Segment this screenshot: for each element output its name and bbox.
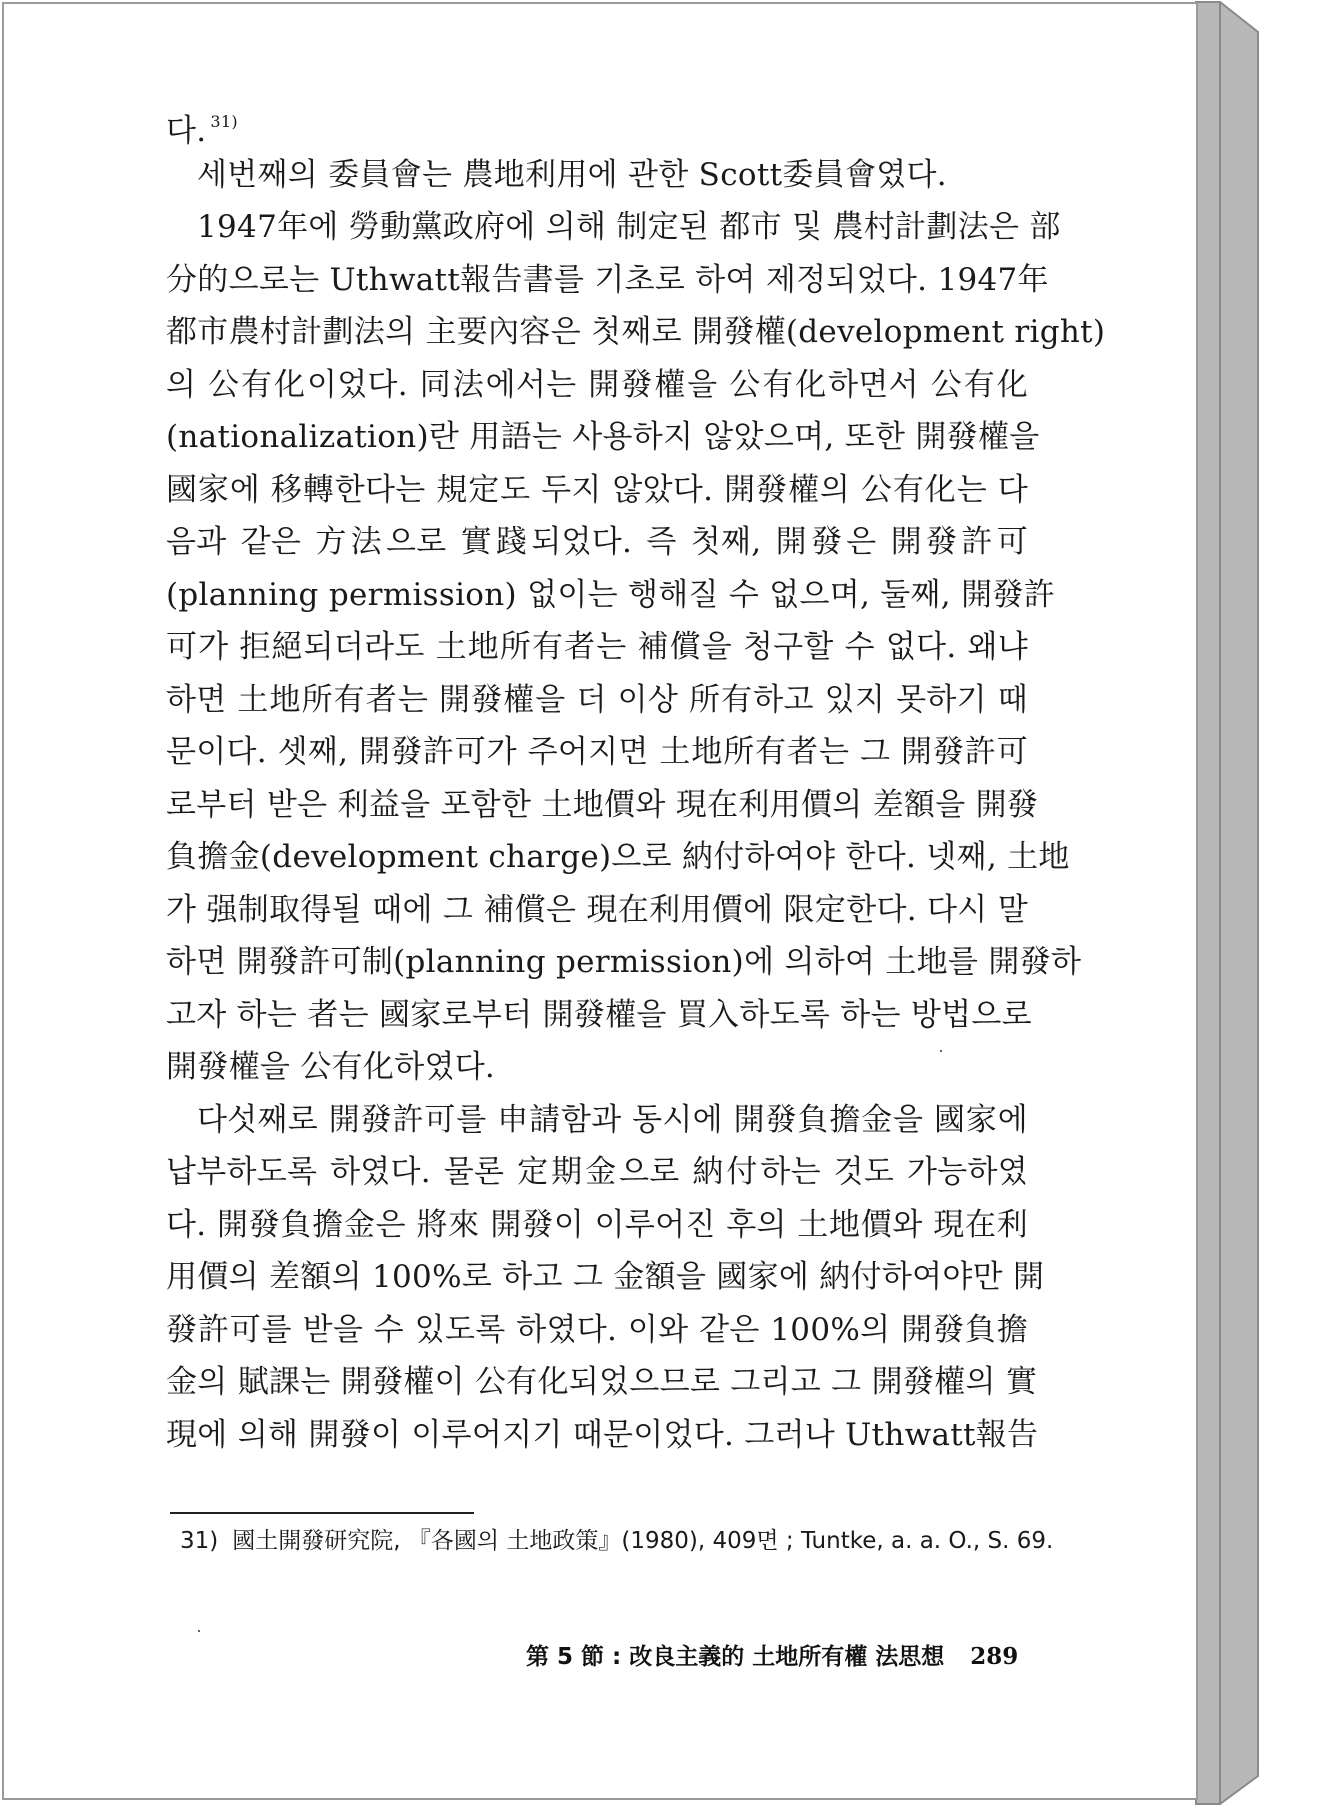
- scan-speck: [198, 1630, 200, 1632]
- text-line: 負擔金(development charge)으로 納付하여야 한다. 넷째, 土地: [166, 839, 1070, 875]
- text-line: 다. $^{31)}$: [166, 112, 238, 149]
- text-line: 都市農村計劃法의 主要內容은 첫째로 開發權(development right): [166, 314, 1106, 350]
- text-line: 문이다. 셋째, 開發許可가 주어지면 土地所有者는 그 開發許可: [166, 734, 1028, 770]
- text-line: 分的으로는 Uthwatt報告書를 기초로 하여 제정되었다. 1947年: [166, 261, 1049, 298]
- text-line: 發許可를 받을 수 있도록 하였다. 이와 같은 100%의 開發負擔: [166, 1311, 1028, 1348]
- text-line: 로부터 받은 利益을 포함한 土地價와 現在利用價의 差額을 開發: [166, 786, 1039, 823]
- text-line: 다. 開發負擔金은 將來 開發이 이루어진 후의 土地價와 現在利: [166, 1206, 1028, 1243]
- page-number: 289: [970, 1643, 1019, 1670]
- text-line: 하면 開發許可制(planning permission)에 의하여 土地를 開發하: [166, 944, 1082, 980]
- footnote-divider: [170, 1512, 474, 1514]
- text-line: 다섯째로 開發許可를 申請함과 동시에 開發負擔金을 國家에: [197, 1101, 1028, 1138]
- text-line: 開發權을 公有化하였다.: [166, 1049, 496, 1085]
- footnote-reference[interactable]: 31): [210, 112, 238, 131]
- text-line: 하면 土地所有者는 開發權을 더 이상 所有하고 있지 못하기 때: [166, 681, 1028, 718]
- text-line: 의 公有化이었다. 同法에서는 開發權을 公有化하면서 公有化: [166, 366, 1028, 403]
- footnote-text: 國土開發研究院, 『各國의 土地政策』(1980), 409면 ; Tuntke, a. a. O., S. 69.: [232, 1528, 1054, 1554]
- footnote-number: 31): [180, 1528, 219, 1554]
- text-line: 납부하도록 하였다. 물론 定期金으로 納付하는 것도 가능하였: [166, 1154, 1028, 1190]
- text-line: 가 强制取得될 때에 그 補償은 現在利用價에 限定한다. 다시 말: [166, 891, 1028, 928]
- text-line: 음과 같은 方法으로 實踐되었다. 즉 첫째, 開發은 開發許可: [166, 524, 1028, 560]
- scan-speck: [940, 1050, 942, 1052]
- text-line: 用價의 差額의 100%로 하고 그 金額을 國家에 納付하여야만 開: [166, 1259, 1045, 1295]
- text-line: (planning permission) 없이는 행해질 수 없으며, 둘째, 開發許: [166, 576, 1055, 613]
- footnote: [180, 1524, 1054, 1558]
- text-line: 고자 하는 者는 國家로부터 開發權을 買入하도록 하는 방법으로: [166, 996, 1032, 1033]
- text-line: 可가 拒絕되더라도 土地所有者는 補償을 청구할 수 없다. 왜냐: [166, 629, 1028, 665]
- text-line: (nationalization)란 用語는 사용하지 않았으며, 또한 開發權을: [166, 419, 1040, 455]
- text-line: 國家에 移轉한다는 規定도 두지 않았다. 開發權의 公有化는 다: [166, 471, 1028, 508]
- section-title: 第 5 節 : 改良主義的 土地所有權 法思想: [526, 1644, 945, 1670]
- text-line: 現에 의해 開發이 이루어지기 때문이었다. 그러나 Uthwatt報告: [166, 1416, 1039, 1453]
- text-line: 金의 賦課는 開發權이 公有化되었으므로 그리고 그 開發權의 實: [166, 1364, 1038, 1400]
- body-text: [166, 96, 1106, 1461]
- running-footer: [526, 1640, 1026, 1674]
- text-line: 세번째의 委員會는 農地利用에 관한 Scott委員會였다.: [197, 156, 947, 193]
- text-line: 1947年에 勞動黨政府에 의해 制定된 都市 및 農村計劃法은 部: [197, 209, 1061, 245]
